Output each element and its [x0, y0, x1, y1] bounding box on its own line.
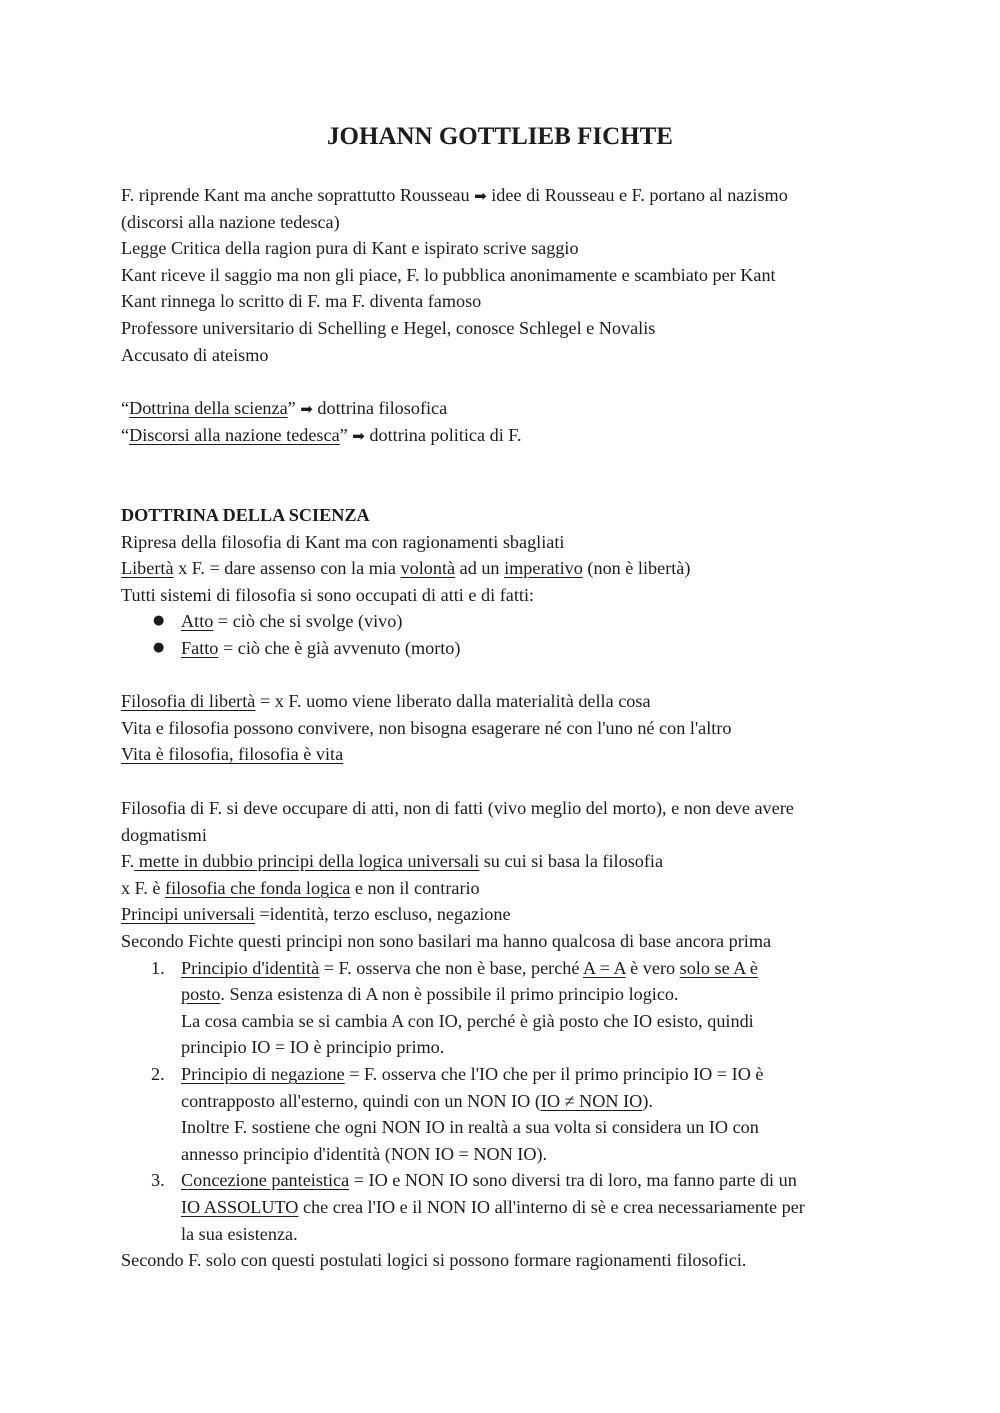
section-heading: DOTTRINA DELLA SCIENZA: [121, 505, 370, 525]
work-title: Discorsi alla nazione tedesca: [129, 424, 340, 445]
item-line: la sua esistenza.: [181, 1223, 298, 1244]
text: che crea l'IO e il NON IO all'interno di sè e crea necessariamente per: [298, 1196, 805, 1217]
work-description: dottrina filosofica: [312, 398, 448, 418]
intro-paragraph: [121, 182, 891, 368]
bullet-list: [121, 608, 891, 661]
intro-line-7: Accusato di ateismo: [121, 344, 269, 365]
text: = ciò che si svolge (vivo): [213, 611, 403, 632]
intro-line-3: Legge Critica della ragion pura di Kant e ispirato scrive saggio: [121, 238, 579, 259]
underlined-term: A = A: [583, 957, 626, 978]
underlined-term: mette in dubbio principi della logica universali: [134, 851, 480, 872]
section-line: Filosofia di F. si deve occupare di atti, non di fatti (vivo meglio del morto), e non deve avere: [121, 798, 794, 818]
underlined-term: Principi universali: [121, 904, 255, 925]
item-line: Inoltre F. sostiene che ogni NON IO in realtà a sua volta si considera un IO con: [181, 1117, 759, 1138]
section-line: [121, 875, 891, 902]
liberta-line: [121, 555, 891, 582]
document-title: JOHANN GOTTLIEB FICHTE: [327, 123, 673, 150]
intro-line-4: Kant riceve il saggio ma non gli piace, F. lo pubblica anonimamente e scambiato per Kant: [121, 264, 776, 285]
quote-mark: “: [121, 398, 130, 418]
item-line: [181, 1194, 891, 1221]
quote-mark: ”: [287, 398, 296, 418]
work-description: dottrina politica di F.: [364, 424, 522, 445]
quote-mark: “: [121, 424, 130, 445]
text: (non è libertà): [582, 558, 691, 579]
text: = x F. uomo viene liberato dalla materialità della cosa: [255, 691, 651, 711]
section-line: Tutti sistemi di filosofia si sono occupati di atti e di fatti:: [121, 584, 535, 605]
section-dottrina: [121, 502, 891, 662]
list-item: [121, 635, 891, 662]
section-line: Secondo Fichte questi principi non sono basilari ma hanno qualcosa di base ancora prima: [121, 930, 772, 951]
intro-line-2: (discorsi alla nazione tedesca): [121, 211, 340, 232]
works-list: [121, 395, 891, 448]
text: = ciò che è già avvenuto (morto): [218, 637, 461, 658]
underlined-term: posto: [181, 984, 221, 1005]
principles-paragraph: [121, 795, 891, 1274]
section-line: [121, 688, 891, 715]
text: su cui si basa la filosofia: [479, 851, 664, 872]
list-item: [121, 955, 891, 1061]
conclusion-line: Secondo F. solo con questi postulati logici si possono formare ragionamenti filosofici.: [121, 1250, 747, 1271]
item-line: [181, 1088, 891, 1115]
item-line: principio IO = IO è principio primo.: [181, 1037, 445, 1058]
quote-mark: ”: [339, 424, 348, 445]
underlined-term: Principio d'identità: [181, 957, 320, 978]
intro-line-1: [121, 182, 891, 209]
text: è vero: [625, 957, 680, 978]
underlined-term: Atto: [181, 611, 214, 632]
text: contrapposto all'esterno, quindi con un NON IO (: [181, 1090, 541, 1111]
underlined-term: Libertà: [121, 558, 174, 579]
underlined-term: Vita è filosofia, filosofia è vita: [121, 744, 344, 765]
underlined-term: IO ASSOLUTO: [181, 1196, 299, 1217]
text: = F. osserva che l'IO che per il primo principio IO = IO è: [344, 1063, 764, 1084]
section-line: [121, 901, 891, 928]
item-line: annesso principio d'identità (NON IO = NON IO).: [181, 1143, 548, 1164]
list-item: [121, 608, 891, 635]
underlined-term: IO ≠ NON IO: [540, 1090, 643, 1111]
list-number: 3.: [151, 1170, 165, 1191]
text: ad un: [455, 558, 505, 579]
intro-line-5: Kant rinnega lo scritto di F. ma F. diventa famoso: [121, 291, 482, 312]
arrow-right-icon: ➡: [300, 400, 313, 418]
underlined-term: Fatto: [181, 637, 219, 658]
list-item: [121, 1061, 891, 1167]
arrow-right-icon: ➡: [474, 187, 487, 205]
underlined-term: Principio di negazione: [181, 1063, 345, 1084]
section-line: Ripresa della filosofia di Kant ma con ragionamenti sbagliati: [121, 531, 565, 552]
text: F.: [121, 851, 135, 872]
work-item: [121, 395, 891, 422]
section-line: [121, 848, 891, 875]
underlined-term: filosofia che fonda logica: [165, 877, 351, 898]
work-item: [121, 422, 891, 449]
section-line: Vita e filosofia possono convivere, non bisogna esagerare né con l'uno né con l'altro: [121, 717, 732, 738]
list-number: 1.: [151, 957, 165, 978]
section-line: dogmatismi: [121, 824, 207, 845]
text: . Senza esistenza di A non è possibile il primo principio logico.: [220, 984, 679, 1005]
liberta-paragraph: [121, 688, 891, 768]
underlined-term: volontà: [400, 558, 456, 579]
bullet-icon: ●: [153, 639, 165, 655]
arrow-right-icon: ➡: [352, 426, 365, 445]
item-line: La cosa cambia se si cambia A con IO, perché è già posto che IO esisto, quindi: [181, 1010, 754, 1031]
intro-text: idee di Rousseau e F. portano al nazismo: [486, 185, 788, 205]
underlined-term: imperativo: [504, 558, 583, 579]
text: e non il contrario: [350, 877, 480, 898]
text: = IO e NON IO sono diversi tra di loro, ma fanno parte di un: [349, 1170, 797, 1191]
underlined-term: Filosofia di libertà: [121, 691, 256, 711]
section-line: [121, 741, 891, 768]
intro-line-6: Professore universitario di Schelling e Hegel, conosce Schlegel e Novalis: [121, 317, 656, 338]
item-line: [181, 1061, 891, 1088]
text: x F. = dare assenso con la mia: [173, 558, 401, 579]
text: ).: [642, 1090, 653, 1111]
text: = F. osserva che non è base, perché: [319, 957, 583, 978]
numbered-list: [121, 955, 891, 1248]
item-line: [181, 981, 891, 1008]
underlined-term: Concezione panteistica: [181, 1170, 350, 1191]
text: x F. è: [121, 877, 166, 898]
bullet-icon: ●: [153, 613, 165, 629]
list-item: [121, 1167, 891, 1247]
item-line: [181, 955, 891, 982]
item-line: [181, 1167, 891, 1194]
intro-text: F. riprende Kant ma anche soprattutto Rousseau: [121, 185, 475, 205]
work-title: Dottrina della scienza: [129, 398, 288, 418]
list-number: 2.: [151, 1063, 165, 1084]
underlined-term: solo se A è: [679, 957, 758, 978]
text: =identità, terzo escluso, negazione: [254, 904, 511, 925]
